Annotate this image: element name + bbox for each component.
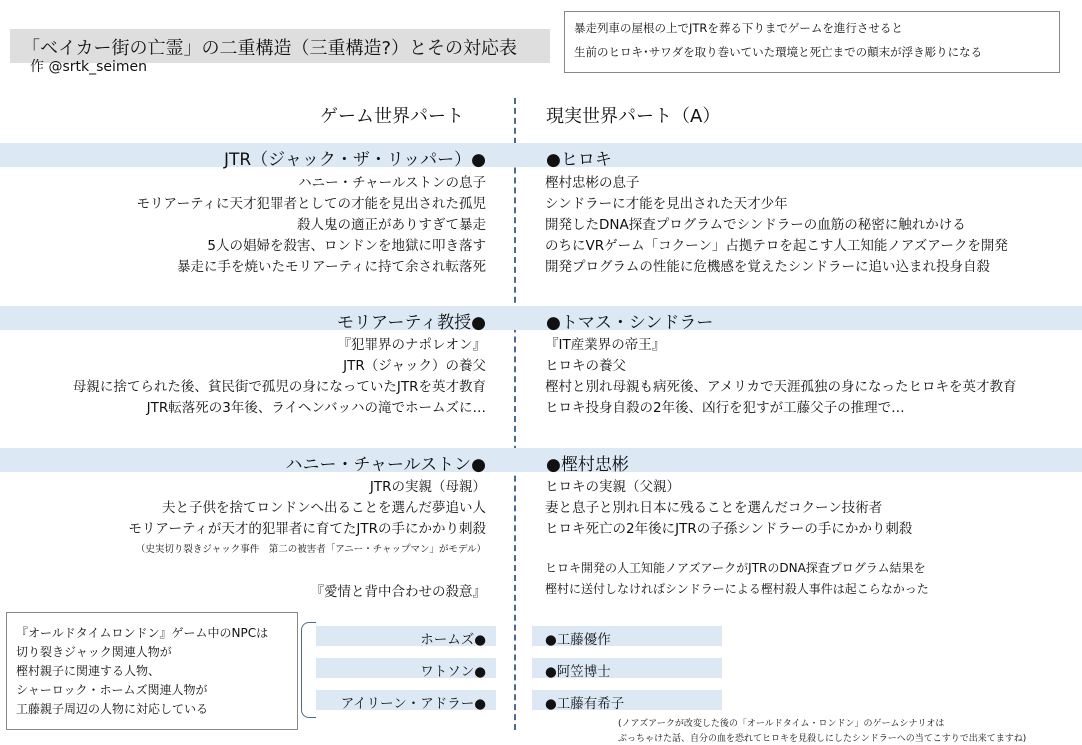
right-row: ヒロキの実親（父親） — [545, 479, 680, 495]
section-title-right: ●ヒロキ — [546, 150, 612, 170]
section-title-left: JTR（ジャック・ザ・リッパー）● — [223, 150, 486, 170]
summary-note-line: 暴走列車の屋根の上でJTRを葬る下りまでゲームを進行させると — [574, 21, 903, 35]
right-row: 開発プログラムの性能に危機感を覚えたシンドラーに追い込まれ投身自殺 — [545, 259, 991, 275]
right-row: シンドラーに才能を見出された天才少年 — [545, 196, 788, 212]
section-quote: 『愛情と背中合わせの殺意』 — [310, 584, 486, 600]
summary-note-line: 生前のヒロキ･サワダを取り巻いていた環境と死亡までの顛末が浮き彫りになる — [574, 45, 983, 59]
right-row: 樫村忠彬の息子 — [545, 175, 640, 191]
left-row: 5人の娼婦を殺害、ロンドンを地獄に叩き落す — [207, 238, 486, 254]
right-row: ヒロキ投身自殺の2年後、凶行を犯すが工藤父子の推理で… — [545, 400, 905, 416]
section-band-honey — [0, 448, 1082, 472]
left-row: JTR（ジャック）の養父 — [343, 358, 486, 374]
footnote-line: (ノアズアークが改変した後の「オールドタイム・ロンドン」のゲームシナリオは — [618, 719, 945, 729]
pair-left: ワトソン● — [420, 664, 486, 680]
npc-note-line: シャーロック・ホームズ関連人物が — [16, 683, 208, 697]
left-row: JTR転落死の3年後、ライヘンバッハの滝でホームズに… — [146, 400, 486, 416]
page-title: 「ベイカー街の亡霊」の二重構造（三重構造?）とその対応表 — [22, 38, 518, 59]
section-band-jtr — [0, 143, 1082, 167]
column-header-real: 現実世界パート（A） — [546, 106, 721, 127]
left-row: JTRの実親（母親） — [369, 479, 486, 495]
npc-note-line: 切り裂きジャック関連人物が — [16, 645, 172, 659]
npc-note-line: 『オールドタイムロンドン』ゲーム中のNPCは — [16, 626, 269, 640]
section-title-right: ●樫村忠彬 — [546, 455, 629, 475]
right-row: 妻と息子と別れ日本に残ることを選んだコクーン技術者 — [545, 500, 883, 516]
pair-right: ●工藤優作 — [545, 632, 611, 648]
left-row: モリアーティに天才犯罪者としての才能を見出された孤児 — [136, 196, 486, 212]
section-title-right: ●トマス・シンドラー — [546, 313, 714, 333]
section-title-left: ハニー・チャールストン● — [285, 455, 486, 475]
left-row: ハニー・チャールストンの息子 — [298, 175, 486, 191]
right-row: ヒロキの養父 — [545, 358, 626, 374]
right-row: のちにVRゲーム「コクーン」占拠テロを起こす人工知能ノアズアークを開発 — [545, 238, 1008, 254]
footnote-line: ぶっちゃけた話、自分の血を恐れてヒロキを見殺しにしたシンドラーへの当てこすりで出来てますね) — [618, 734, 1027, 744]
left-row: 夫と子供を捨てロンドンへ出ることを選んだ夢追い人 — [162, 500, 486, 516]
bracket-icon — [301, 622, 316, 718]
right-row: 樫村と別れ母親も病死後、アメリカで天涯孤独の身になったヒロキを英才教育 — [545, 379, 1017, 395]
left-row: 暴走に手を焼いたモリアーティに持て余され転落死 — [176, 259, 486, 275]
author-credit: 作 @srtk_seimen — [30, 59, 148, 75]
right-extra: 樫村に送付しなければシンドラーによる樫村殺人事件は起こらなかった — [545, 582, 929, 596]
right-extra: ヒロキ開発の人工知能ノアズアークがJTRのDNA探査プログラム結果を — [545, 561, 926, 575]
npc-note-line: 樫村親子に関連する人物、 — [16, 664, 161, 678]
right-row: ヒロキ死亡の2年後にJTRの子孫シンドラーの手にかかり刺殺 — [545, 521, 913, 537]
center-divider — [514, 98, 516, 730]
left-row: 母親に捨てられた後、貧民街で孤児の身になっていたJTRを英才教育 — [72, 379, 486, 395]
section-title-left: モリアーティ教授● — [337, 313, 486, 333]
pair-left: アイリーン・アドラー● — [340, 696, 486, 712]
left-row: モリアーティが天才的犯罪者に育てたJTRの手にかかり刺殺 — [128, 521, 486, 537]
pair-right: ●阿笠博士 — [545, 664, 611, 680]
npc-note-line: 工藤親子周辺の人物に対応している — [16, 702, 209, 716]
pair-right: ●工藤有希子 — [545, 696, 625, 712]
left-row: 殺人鬼の適正がありすぎて暴走 — [297, 217, 486, 233]
model-note: （史実切り裂きジャック事件 第二の被害者「アニー・チャップマン」がモデル） — [135, 544, 486, 555]
right-row: 開発したDNA探査プログラムでシンドラーの血筋の秘密に触れかける — [545, 217, 966, 233]
section-band-moriarty — [0, 306, 1082, 330]
column-header-game: ゲーム世界パート — [320, 106, 464, 127]
left-row: 『犯罪界のナポレオン』 — [337, 337, 486, 353]
pair-left: ホームズ● — [420, 632, 486, 648]
right-row: 『IT産業界の帝王』 — [545, 337, 666, 353]
